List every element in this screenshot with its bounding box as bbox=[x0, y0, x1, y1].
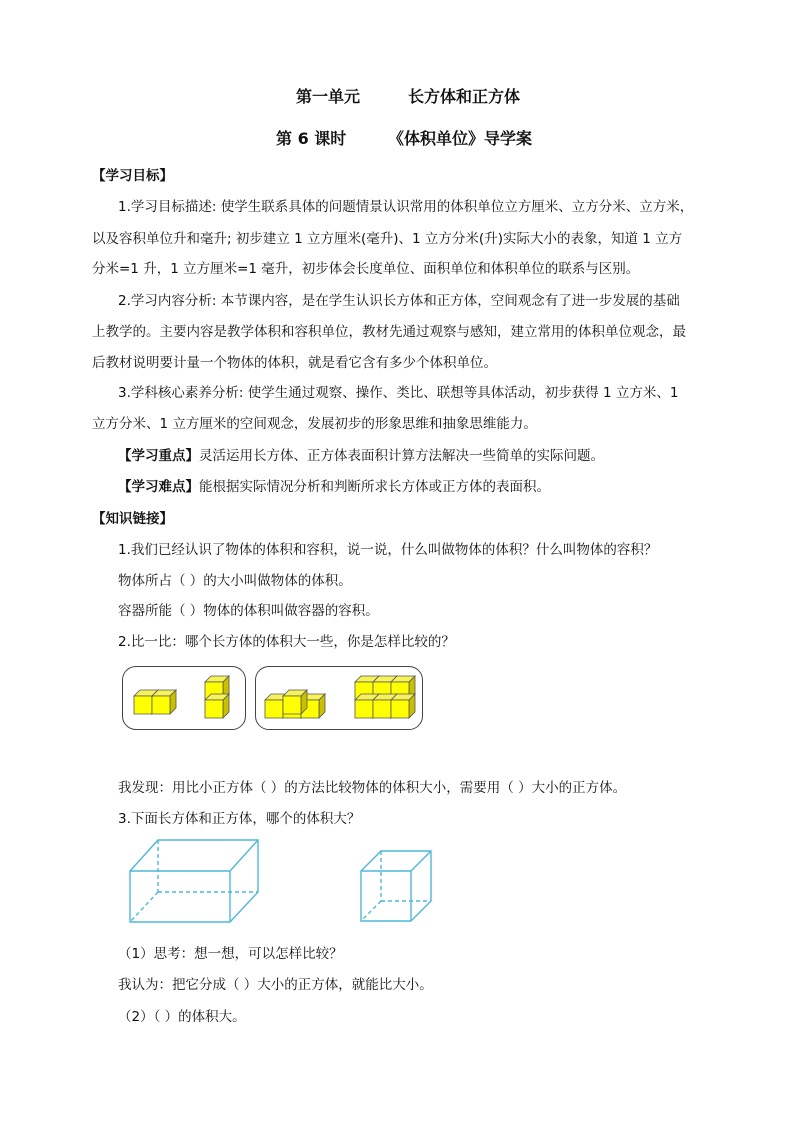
difficult-point-text: 能根据实际情况分析和判断所求长方体或正方体的表面积。 bbox=[199, 479, 550, 495]
question-1-blank-b: 容器所能（ ）物体的体积叫做容器的容积。 bbox=[118, 603, 379, 619]
knowledge-heading: 【知识链接】 bbox=[92, 511, 173, 527]
question-3-answer-larger: （2）（ ）的体积大。 bbox=[118, 1009, 246, 1025]
question-2: 2.比一比：哪个长方体的体积大一些，你是怎样比较的？ bbox=[118, 634, 455, 650]
lesson-label: 第 6 课时 bbox=[276, 129, 347, 148]
objective-1-line-3: 分米=1 升，1 立方厘米=1 毫升，初步体会长度单位、面积单位和体积单位的联系与区别。 bbox=[92, 261, 640, 277]
comparison-box-right bbox=[255, 666, 423, 730]
unit-label: 第一单元 bbox=[296, 87, 361, 106]
lesson-title: 《体积单位》导学案 bbox=[388, 129, 533, 148]
comparison-box-left bbox=[122, 666, 246, 730]
question-3-answer-split: 我认为：把它分成（ ）大小的正方体，就能比大小。 bbox=[118, 977, 433, 993]
key-point-label: 【学习重点】 bbox=[118, 448, 199, 464]
objectives-heading: 【学习目标】 bbox=[92, 168, 173, 184]
unit-title: 长方体和正方体 bbox=[408, 87, 521, 106]
objective-1-line-1: 1.学习目标描述: 使学生联系具体的问题情景认识常用的体积单位立方厘米、立方分米、立方米， bbox=[118, 199, 694, 215]
key-point-text: 灵活运用长方体、正方体表面积计算方法解决一些简单的实际问题。 bbox=[199, 448, 604, 464]
objective-2-line-2: 上教学的。主要内容是教学体积和容积单位，教材先通过观察与感知，建立常用的体积单位观念，最 bbox=[92, 324, 686, 340]
cuboid-figure bbox=[130, 840, 290, 920]
question-1: 1.我们已经认识了物体的体积和容积，说一说，什么叫做物体的体积？什么叫物体的容积？ bbox=[118, 542, 658, 558]
objective-1-line-2: 以及容积单位升和毫升; 初步建立 1 立方厘米(毫升)、1 立方分米(升)实际大小的表象，知道 1 立方 bbox=[92, 231, 683, 247]
question-3-think: （1）思考：想一想，可以怎样比较？ bbox=[118, 946, 343, 962]
cube-figure bbox=[361, 851, 451, 931]
objective-2-line-3: 后教材说明要计量一个物体的体积，就是看它含有多少个体积单位。 bbox=[92, 355, 497, 371]
key-point bbox=[118, 446, 604, 466]
difficult-point-label: 【学习难点】 bbox=[118, 479, 199, 495]
question-3: 3.下面长方体和正方体，哪个的体积大？ bbox=[118, 811, 361, 827]
question-1-blank-a: 物体所占（ ）的大小叫做物体的体积。 bbox=[118, 573, 352, 589]
objective-3-line-1: 3.学科核心素养分析: 使学生通过观察、操作、类比、联想等具体活动，初步获得 1 立方米、1 bbox=[118, 385, 679, 401]
objective-3-line-2: 立方分米、1 立方厘米的空间观念，发展初步的形象思维和抽象思维能力。 bbox=[92, 416, 537, 432]
difficult-point bbox=[118, 477, 550, 497]
objective-2-line-1: 2.学习内容分析: 本节课内容，是在学生认识长方体和正方体，空间观念有了进一步发展的基础 bbox=[118, 293, 680, 309]
question-2-finding: 我发现：用比小正方体（ ）的方法比较物体的体积大小，需要用（ ）大小的正方体。 bbox=[118, 780, 627, 796]
